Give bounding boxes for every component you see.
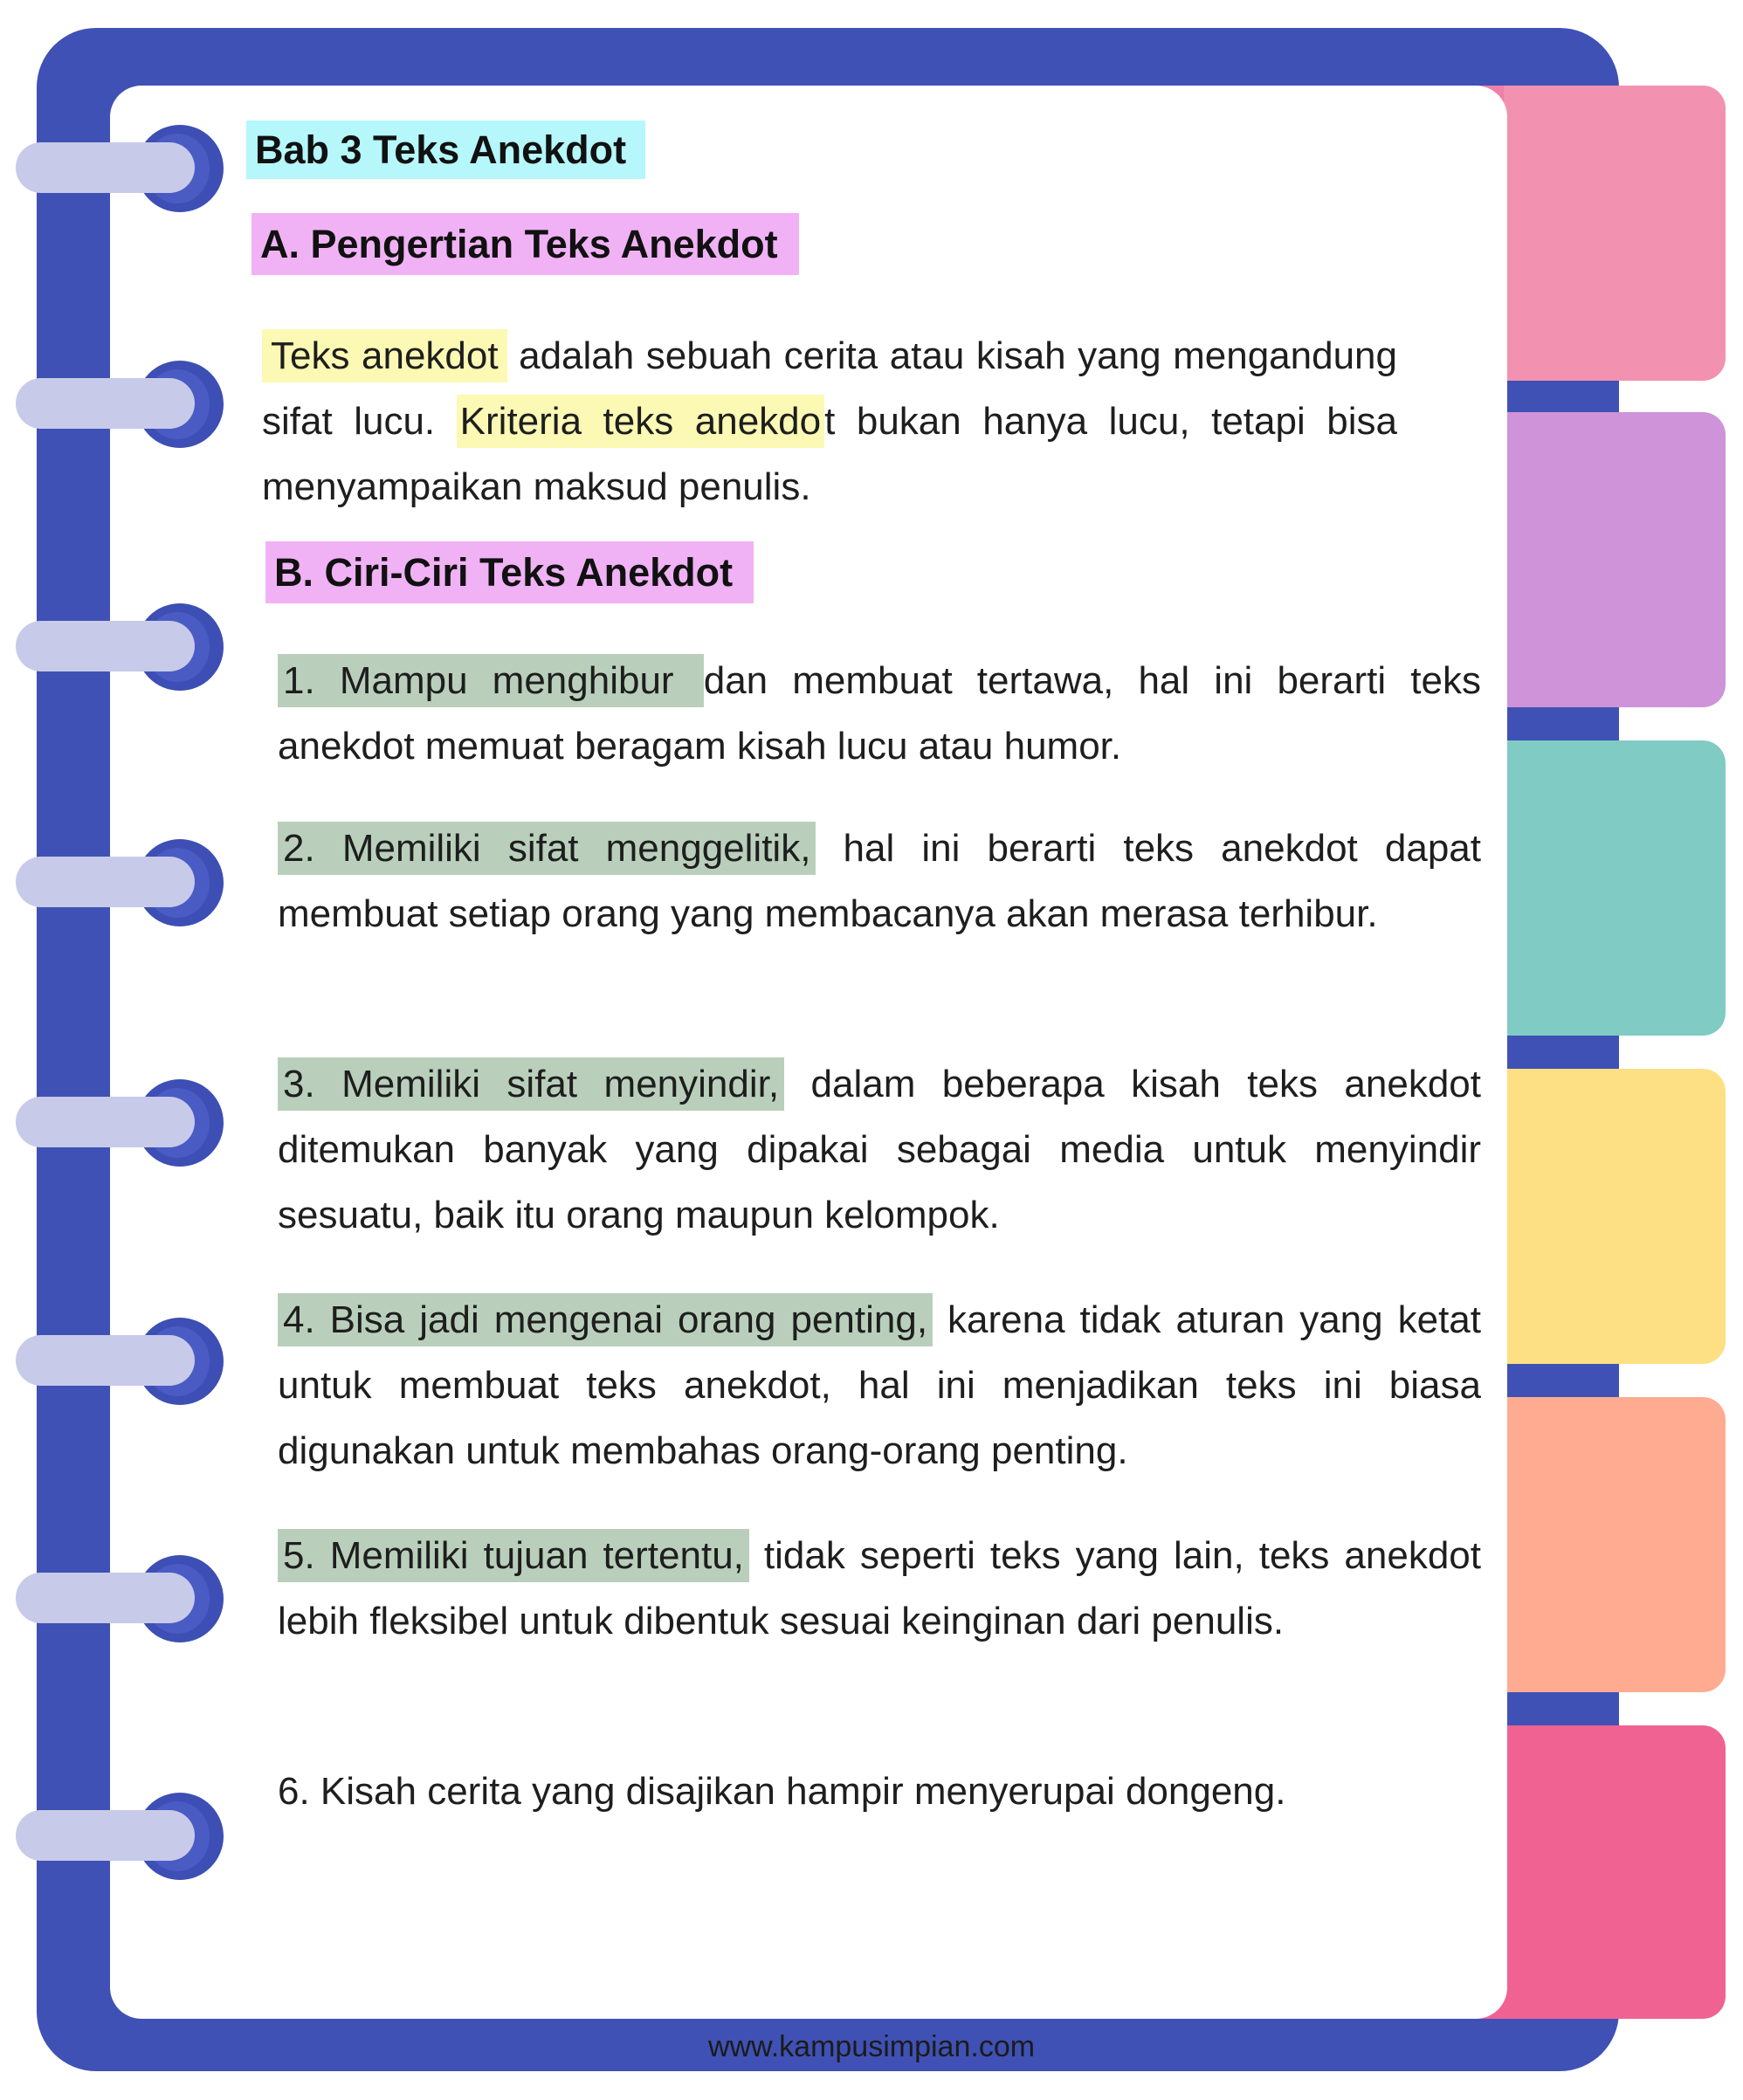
list-item-lead: 4. Bisa jadi mengenai orang penting,	[278, 1293, 933, 1346]
spiral-ring	[16, 361, 217, 448]
list-item-text: 6. Kisah cerita yang disajikan hampir menyerupai dongeng.	[278, 1770, 1286, 1813]
list-item-text: dalam beberapa kisah teks anekdot ditemukan banyak yang dipakai sebagai media untuk menyindir sesuatu, baik itu orang maupun kelompok.	[278, 1063, 1481, 1236]
chapter-title-text: Bab 3 Teks Anekdot	[246, 120, 645, 179]
list-item	[278, 648, 1481, 779]
list-item	[278, 1523, 1481, 1654]
section-a-heading	[251, 222, 799, 267]
criteria-text: t bukan hanya lucu, tetapi bisa menyampaikan maksud penulis.	[262, 400, 1397, 508]
list-item	[278, 816, 1481, 947]
list-item-text: hal ini berarti teks anekdot dapat membuat setiap orang yang membacanya akan merasa terhibur.	[278, 827, 1481, 935]
spiral-ring	[16, 839, 217, 926]
spiral-ring	[16, 1318, 217, 1405]
criteria-highlight: Kriteria teks anekdo	[457, 395, 824, 448]
section-b-heading	[265, 550, 754, 596]
section-a-heading-text: A. Pengertian Teks Anekdot	[251, 213, 799, 275]
spiral-ring	[16, 1555, 217, 1642]
term-highlight: Teks anekdot	[262, 329, 507, 382]
spiral-ring	[16, 125, 217, 212]
spiral-ring	[16, 1793, 217, 1880]
section-b-heading-text: B. Ciri-Ciri Teks Anekdot	[265, 541, 754, 603]
spiral-ring	[16, 1079, 217, 1167]
footer-url[interactable]: www.kampusimpian.com	[707, 2030, 1036, 2063]
list-item-text: dan membuat tertawa, hal ini berarti teks anekdot memuat beragam kisah lucu atau humor.	[278, 659, 1481, 768]
list-item	[278, 1051, 1481, 1248]
list-item	[278, 1759, 1481, 1824]
list-item-lead: 2. Memiliki sifat menggelitik,	[278, 822, 816, 875]
list-item-lead: 1. Mampu menghibur	[278, 654, 704, 707]
list-item-lead: 5. Memiliki tujuan tertentu,	[278, 1529, 749, 1582]
section-a-paragraph	[262, 323, 1397, 520]
chapter-title	[246, 127, 645, 173]
definition-text: adalah sebuah cerita atau kisah yang mengandung sifat lucu.	[262, 334, 1397, 443]
list-item-text: karena tidak aturan yang ketat untuk membuat teks anekdot, hal ini menjadikan teks ini biasa digunakan untuk membahas orang-orang penting.	[278, 1298, 1481, 1472]
list-item	[278, 1287, 1481, 1484]
list-item-lead: 3. Memiliki sifat menyindir,	[278, 1057, 784, 1111]
spiral-ring	[16, 603, 217, 691]
list-item-text: tidak seperti teks yang lain, teks anekdot lebih fleksibel untuk dibentuk sesuai keinginan dari penulis.	[278, 1534, 1481, 1642]
